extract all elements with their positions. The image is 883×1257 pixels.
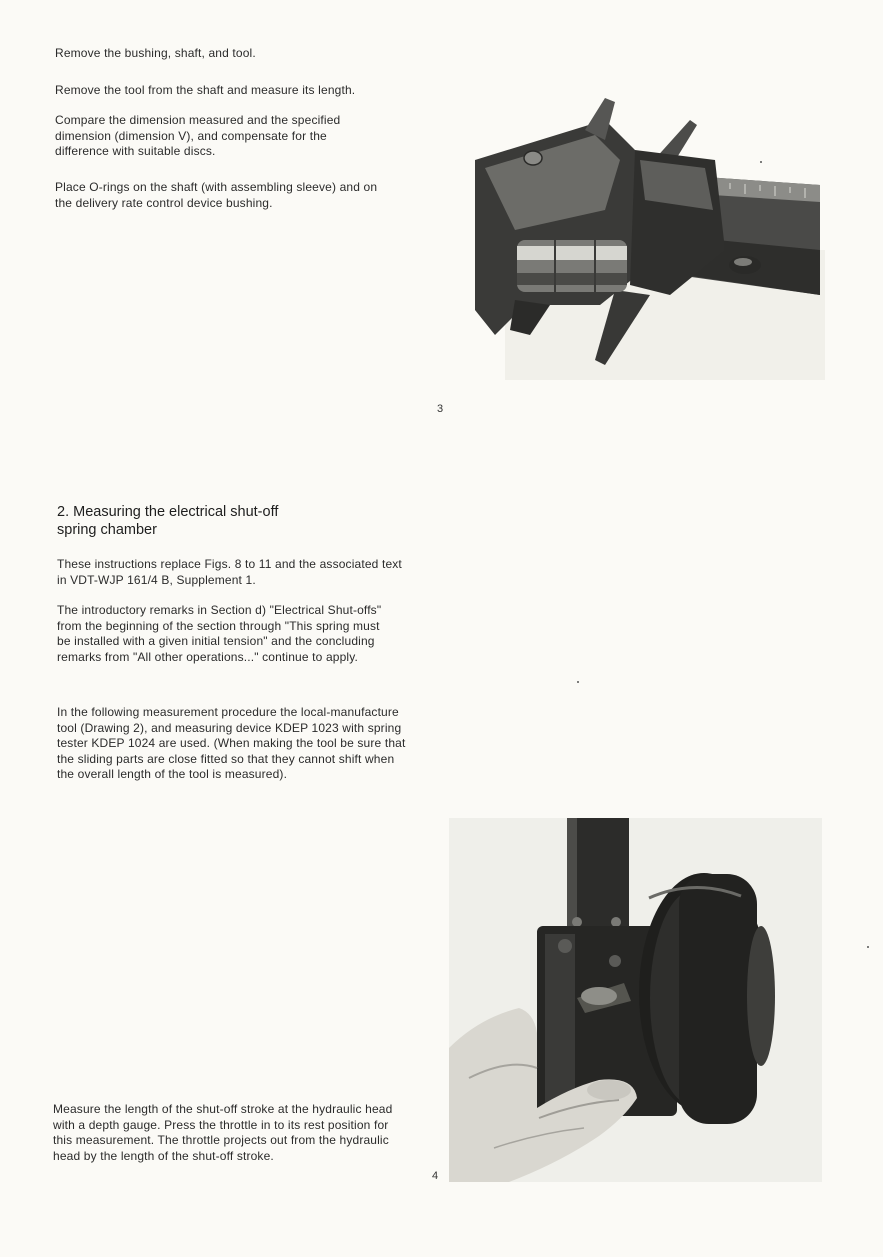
step-place-o-rings: Place O-rings on the shaft (with assembling sleeve) and on the delivery rate control device bushing. <box>55 180 378 210</box>
figure-3-number: 3 <box>437 403 444 415</box>
figure-4-number: 4 <box>432 1170 439 1182</box>
step-compare-dimension: Compare the dimension measured and the specified dimension (dimension V), and compensate for the difference with suitable discs. <box>55 113 341 158</box>
scan-speck <box>867 946 869 948</box>
step-measure-tool: Remove the tool from the shaft and measure its length. <box>55 83 356 97</box>
section-2-heading-line1: 2. Measuring the electrical shut-off <box>57 504 279 520</box>
section-2-heading <box>57 503 387 539</box>
scan-speck <box>760 161 762 163</box>
depth-gauge-photo <box>449 818 822 1182</box>
section-2-heading-line2: spring chamber <box>57 522 157 538</box>
section-2-remarks: The introductory remarks in Section d) "Electrical Shut-offs" from the beginning of the section through "This spring must be installed with a given initial tension" and the concluding remarks from "All other operations..." continue to apply. <box>57 603 382 664</box>
scan-speck <box>577 681 579 683</box>
figure-4-caption: Measure the length of the shut-off stroke at the hydraulic head with a depth gauge. Press the throttle in to its rest position for this measurement. The throttle projects out from the hydraulic head by the length of the shut-off stroke. <box>53 1102 393 1163</box>
vernier-caliper-photo <box>455 90 825 380</box>
section-2-intro: These instructions replace Figs. 8 to 11 and the associated text in VDT-WJP 161/4 B, Supplement 1. <box>57 557 402 587</box>
section-2-procedure: In the following measurement procedure the local-manufacture tool (Drawing 2), and measuring device KDEP 1023 with spring tester KDEP 1024 are used. (When making the tool be sure that the sliding parts are close fitted so that they cannot shift when the overall length of the tool is measured). <box>57 705 406 781</box>
step-remove-bushing: Remove the bushing, shaft, and tool. <box>55 46 256 60</box>
